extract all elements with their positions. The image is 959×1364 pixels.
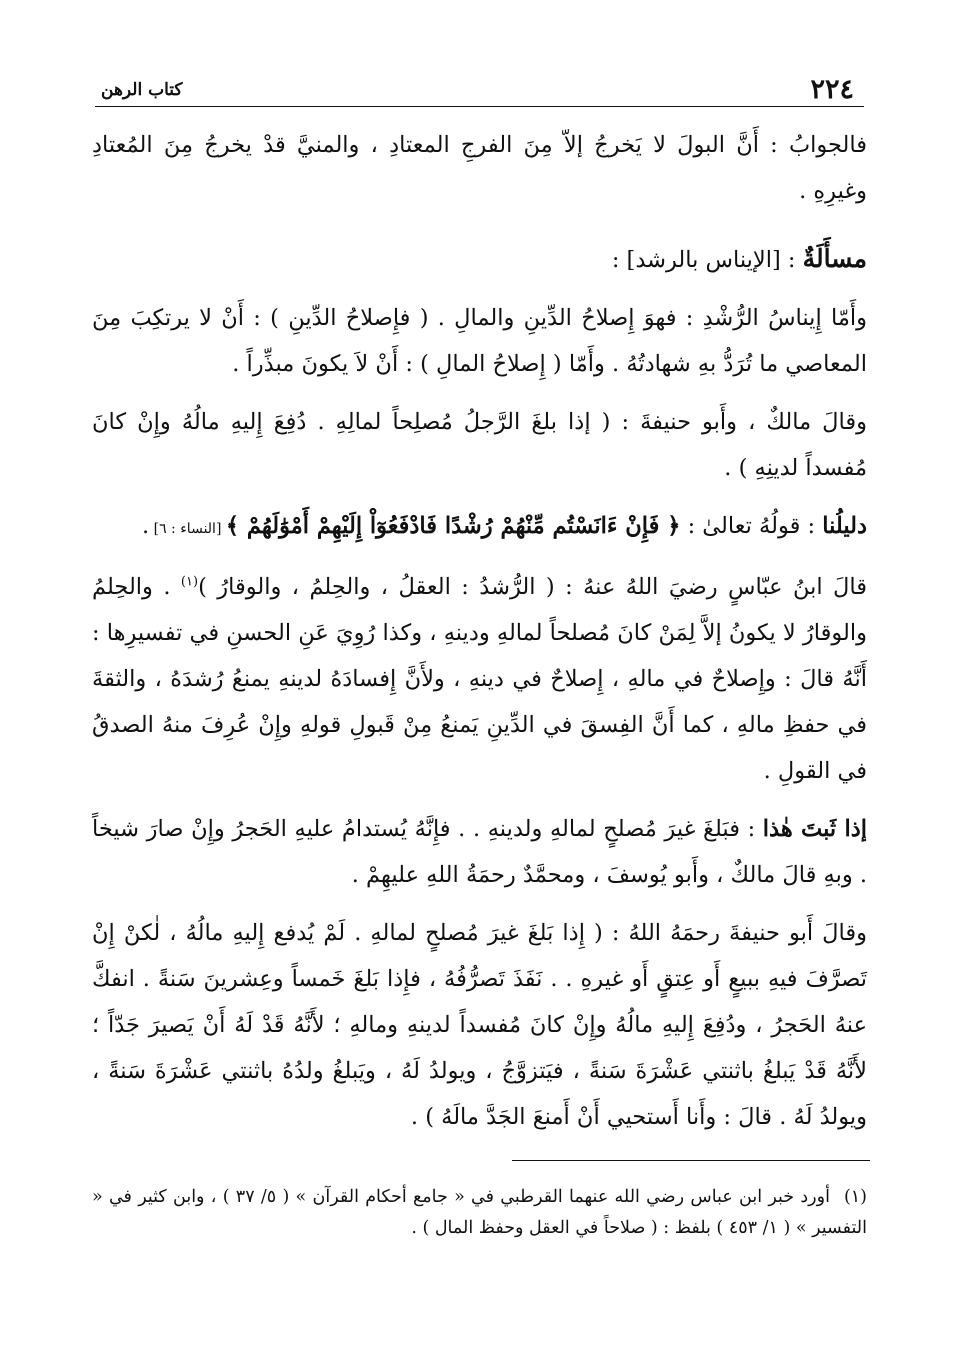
footnote-text: أورد خبر ابن عباس رضي الله عنهما القرطبي في « جامع أحكام القرآن » ( ٥/ ٣٧ ) ، وابن كثير في « التفسير » ( ١/ ٤٥٣ ) بلفظ : ( صلاحاً في العقل وحفظ المال ) . [92,1187,867,1238]
page-number: ٢٢٤ [810,74,854,105]
evidence-keyword: دليلُنا [822,513,867,539]
evidence-paragraph [92,503,867,552]
footnote-number: (١) [843,1187,867,1207]
quran-verse: ﴿ فَإِنْ ءَانَسْتُم مِّنْهُمْ رُشْدًا فَادْفَعُوٓاْ إِلَيْهِمْ أَمْوَٰلَهُمْ ﴾ [225,513,681,539]
main-text [92,122,867,1152]
footnote [92,1182,867,1244]
issue-heading [92,236,867,283]
issue-title: : [الإيناس بالرشد] : [611,247,803,273]
footnote-divider [512,1160,870,1161]
evidence-end: . [142,513,150,539]
ibn-abbas-explanation: . والحِلمُ والوقارُ لا يكونُ إلاَّ لِمَنْ كانَ مُصلحاً لمالهِ ودينهِ ، وكذا رُوِيَ عَنِ الحسنِ في تفسيرِها : أَنَّهُ قالَ : وإِصلاحٌ في مالهِ ، إِصلاحٌ في دينهِ ، ولأَنَّ إِفسادَهُ لدينهِ يمنعُ رُشدَهُ ، والثقةَ في حفظِ مالهِ ، كما أَنَّ الفِسقَ في الدِّينِ يَمنعُ مِنْ قَبولِ قولهِ وإِنْ عُرِفَ منهُ الصدقُ في القولِ . [92,574,867,784]
answer-paragraph: فالجوابُ : أَنَّ البولَ لا يَخرجُ إلاّ مِنَ الفرجِ المعتادِ ، والمنيَّ قدْ يخرجُ مِنَ المُعتادِ وغيرِهِ . [92,132,867,204]
evidence-intro: : قولُهُ تعالىٰ : [680,513,823,539]
running-header [95,72,864,107]
footnote-marker: (١) [180,574,199,590]
malik-abu-hanifa-paragraph: وقالَ مالكٌ ، وأَبو حنيفةَ : ( إذا بلغَ الرَّجلُ مُصلِحاً لمالِهِ . دُفِعَ إِليهِ مالُهُ وإِنْ كانَ مُفسداً لدينِهِ ) . [92,409,867,481]
issue-word: مسأَلَةٌ [802,244,867,273]
verse-reference: [النساء : ٦] [149,521,226,537]
ibn-abbas-quote: قالَ ابنُ عبّاسٍ رضيَ اللهُ عنهُ : ( الرُّشدُ : العقلُ ، والحِلمُ ، والوقارُ ) [198,574,867,600]
if-established-keyword: إذا ثَبتَ هٰذا [762,816,867,842]
if-established-text: : فبَلغَ غيرَ مُصلحٍ لمالهِ ولدينهِ . . فإِنَّهُ يُستدامُ عليهِ الحَجرُ وإِنْ صارَ شيخاً . وبهِ قالَ مالكٌ ، وأَبو يُوسفَ ، ومحمَّدٌ رحمَةُ اللهِ عليهِمْ . [92,816,867,888]
ibn-abbas-paragraph [92,564,867,794]
guidance-definition-paragraph: وأَمّا إِيناسُ الرُّشْدِ : فهوَ إِصلاحُ الدِّينِ والمالِ . ( فإِصلاحُ الدِّينِ ) : أَنْ لا يرتكِبَ مِنَ المعاصي ما تُرَدُّ بهِ شهادتُهُ . وأَمّا ( إِصلاحُ المالِ ) : أَنْ لاَ يكونَ مبذِّراً . [92,305,867,377]
abu-hanifa-paragraph: وقالَ أَبو حنيفةَ رحمَهُ اللهُ : ( إِذا بَلغَ غيرَ مُصلحٍ لمالهِ . لَمْ يُدفع إِليهِ مالُهُ ، لٰكنْ إِنْ تَصرَّفَ فيهِ ببيعٍ أَو عِتقٍ أَو غيرهِ . . نَفَذَ تَصرُّفُهُ ، فإِذا بَلغَ خَمساً وعِشرينَ سَنةً . انفكَّ عنهُ الحَجرُ ، ودُفِعَ إِليهِ مالُهُ وإِنْ كانَ مُفسداً لدينهِ ومالهِ ؛ لأَنَّهُ قَدْ لَهُ أَنْ يَصيرَ جَدّاً ؛ لأَنَّهُ قَدْ يَبلغُ باثنتي عَشْرَةَ سَنةً ، فيَتزوَّجُ ، ويولدُ لَهُ ، ويَبلغُ ولدُهُ باثنتي عَشْرَةَ سَنةً ، ويولدُ لَهُ . قالَ : وأَنا أَستحيي أَنْ أَمنعَ الجَدَّ مالَهُ ) . [92,920,867,1130]
book-title: كتاب الرهن [101,80,183,100]
if-established-paragraph [92,806,867,898]
